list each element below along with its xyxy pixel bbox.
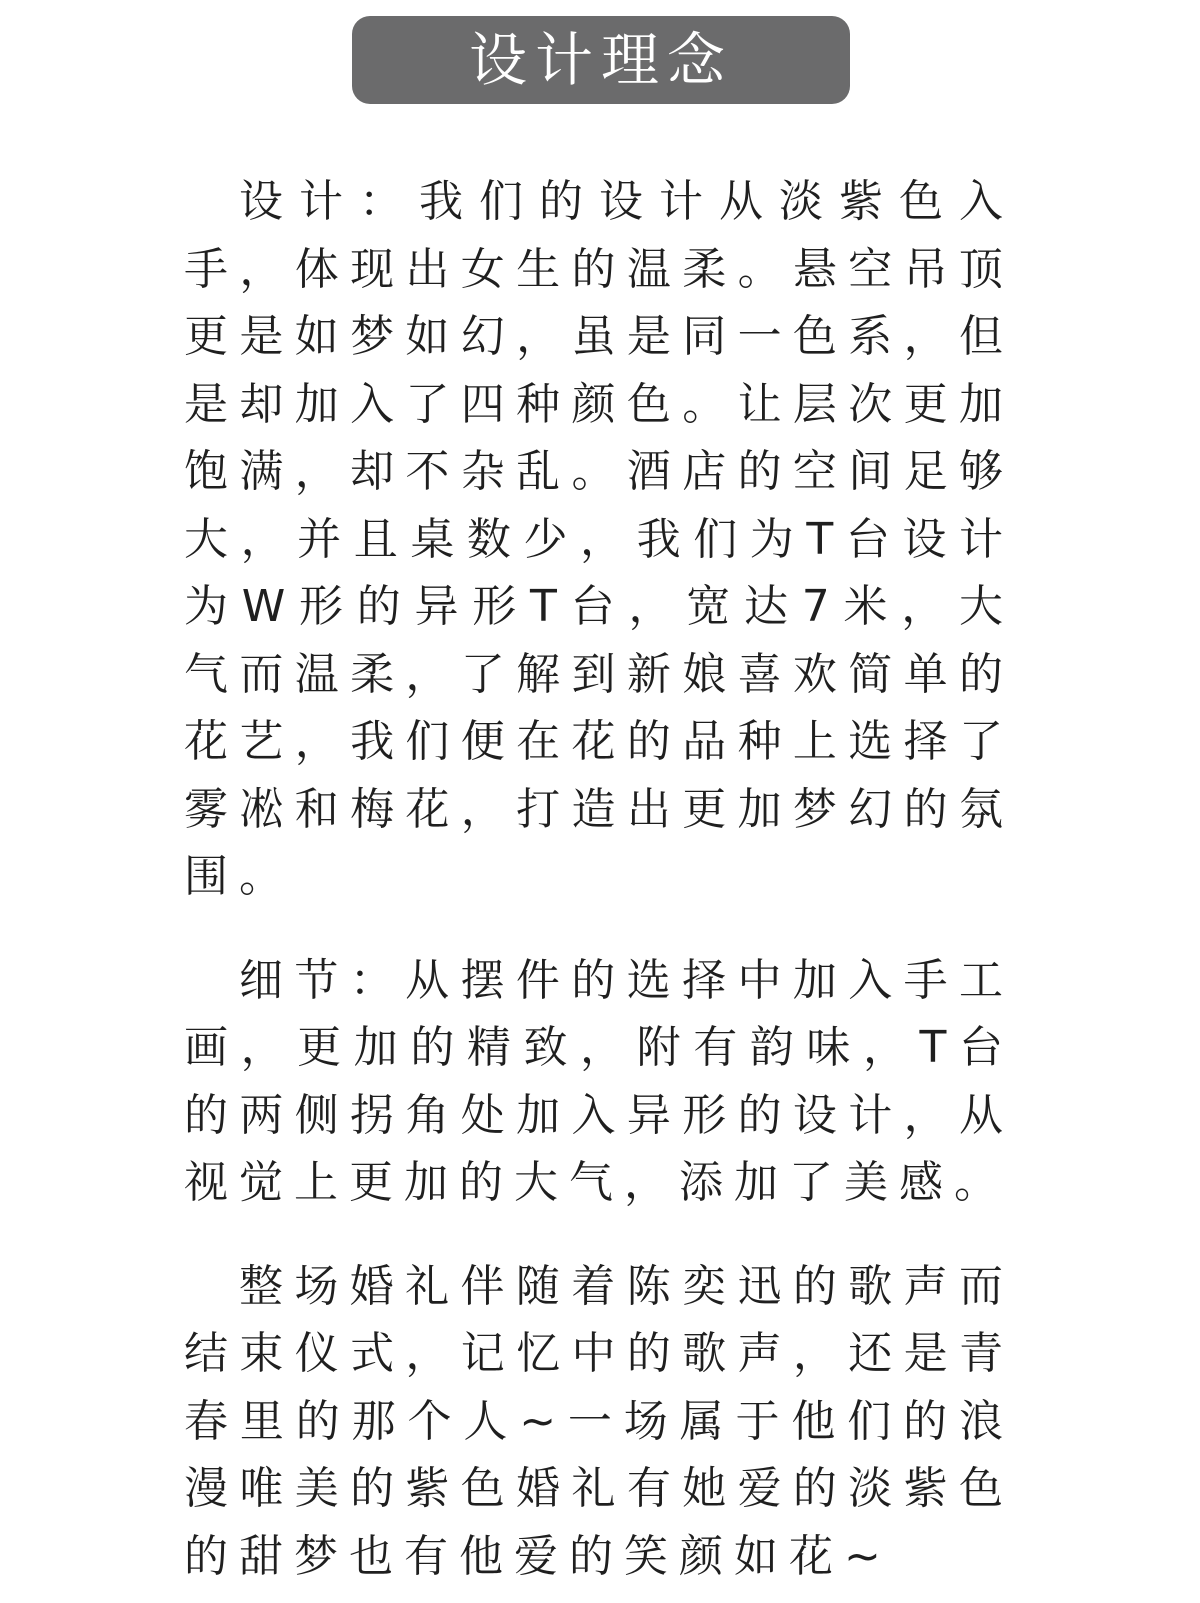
paragraph-conclusion: 整场婚礼伴随着陈奕迅的歌声而结束仪式，记忆中的歌声，还是青春里的那个人~一场属于他们的浪漫唯美的紫色婚礼有她爱的淡紫色的甜梦也有他爱的笑颜如花~ <box>184 1260 1014 1582</box>
article-body <box>184 168 1014 1590</box>
page-title: 设计理念 <box>468 26 733 94</box>
title-banner <box>352 16 850 104</box>
paragraph-design: 设计：我们的设计从淡紫色入手，体现出女生的温柔。悬空吊顶更是如梦如幻，虽是同一色系，但是却加入了四种颜色。让层次更加饱满，却不杂乱。酒店的空间足够大，并且桌数少，我们为T台设计为W形的异形T台，宽达7米，大气而温柔，了解到新娘喜欢简单的花艺，我们便在花的品种上选择了雾凇和梅花，打造出更加梦幻的氛围。 <box>184 176 1014 902</box>
paragraph-details: 细节：从摆件的选择中加入手工画，更加的精致，附有韵味，T台的两侧拐角处加入异形的设计，从视觉上更加的大气，添加了美感。 <box>184 954 1014 1208</box>
